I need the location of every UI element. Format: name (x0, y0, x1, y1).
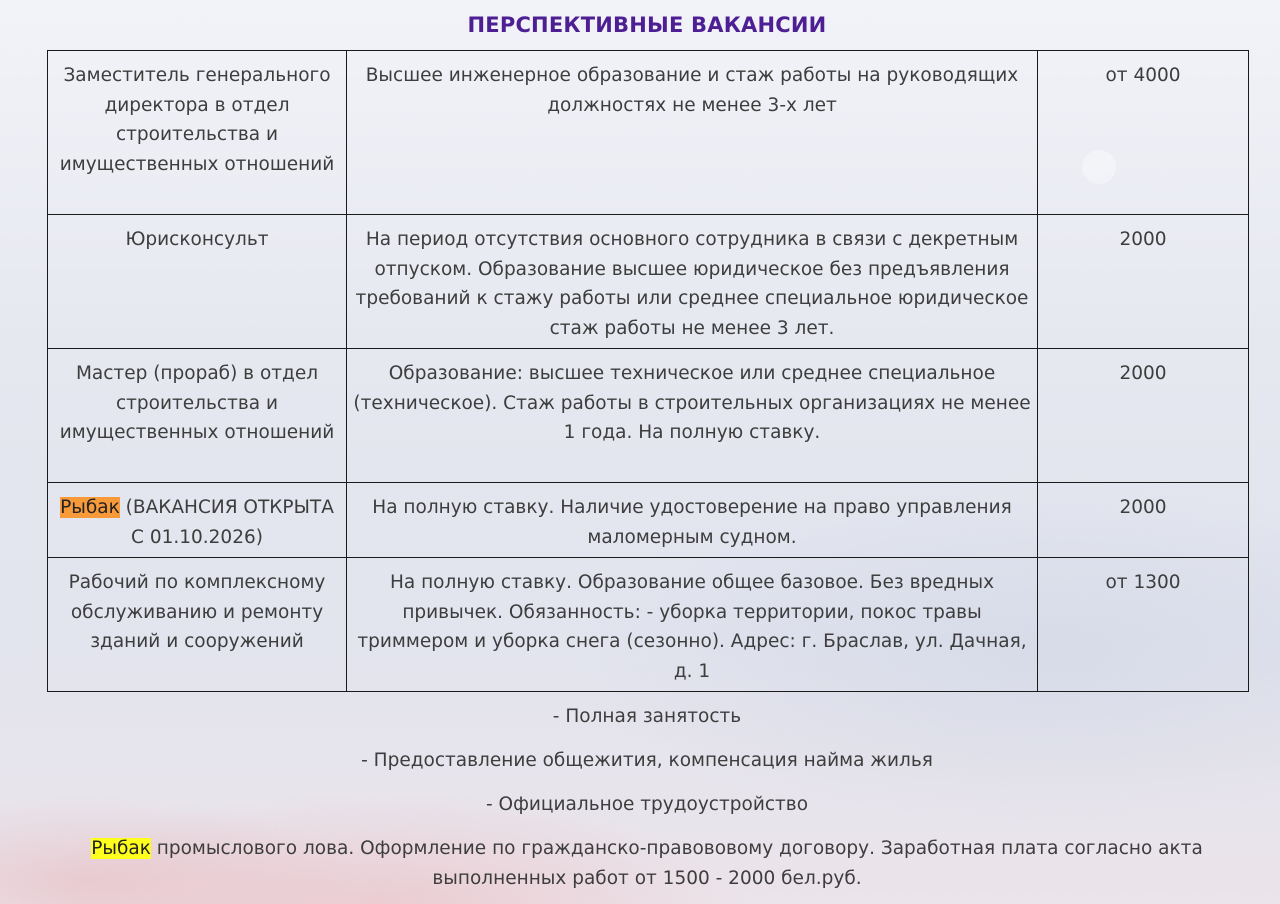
position-rest: (ВАКАНСИЯ ОТКРЫТА С 01.10.2026) (119, 497, 334, 548)
vacancy-position (48, 483, 347, 558)
fisherman-note (60, 834, 1234, 893)
vacancy-requirements: На период отсутствия основного сотрудника в связи с декретным отпуском. Образование высшее юридическое без предъявления требований к стажу работы или среднее специальное юридическое стаж работы не менее 3 лет. (347, 215, 1038, 349)
benefit-item: - Полная занятость (552, 706, 742, 727)
fisherman-highlight: Рыбак (91, 838, 151, 859)
vacancy-position: Мастер (прораб) в отдел строительства и имущественных отношений (48, 349, 347, 483)
vacancy-position: Заместитель генерального директора в отдел строительства и имущественных отношений (48, 51, 347, 215)
vacancy-requirements: На полную ставку. Образование общее базовое. Без вредных привычек. Обязанность: - уборка территории, покос травы триммером и уборка снега (сезонно). Адрес: г. Браслав, ул. Дачная, д. 1 (347, 558, 1038, 692)
vacancy-salary: 2000 (1038, 349, 1249, 483)
vacancy-requirements: На полную ставку. Наличие удостоверение на право управления маломерным судном. (347, 483, 1038, 558)
vacancy-position: Юрисконсульт (48, 215, 347, 349)
benefits-list (0, 702, 1280, 834)
vacancy-position: Рабочий по комплексному обслуживанию и ремонту зданий и сооружений (48, 558, 347, 692)
page-title: ПЕРСПЕКТИВНЫЕ ВАКАНСИИ (467, 13, 827, 37)
position-highlight: Рыбак (60, 497, 120, 518)
vacancy-salary: 2000 (1038, 483, 1249, 558)
vacancy-salary: от 1300 (1038, 558, 1249, 692)
table-row (48, 483, 1249, 558)
table-row (48, 349, 1249, 483)
vacancy-requirements: Образование: высшее техническое или среднее специальное (техническое). Стаж работы в строительных организациях не менее 1 года. На полную ставку. (347, 349, 1038, 483)
table-row (48, 51, 1249, 215)
vacancies-table (47, 50, 1249, 692)
vacancy-salary: 2000 (1038, 215, 1249, 349)
table-row (48, 215, 1249, 349)
table-row (48, 558, 1249, 692)
vacancy-requirements: Высшее инженерное образование и стаж работы на руководящих должностях не менее 3-х лет (347, 51, 1038, 215)
benefit-item: - Предоставление общежития, компенсация найма жилья (361, 750, 933, 771)
benefit-item: - Официальное трудоустройство (485, 794, 809, 815)
vacancy-salary: от 4000 (1038, 51, 1249, 215)
fisherman-note-text: промыслового лова. Оформление по гражданско-правововому договору. Заработная плата согласно акта выполненных работ от 1500 - 2000 бел.руб. (150, 838, 1203, 889)
